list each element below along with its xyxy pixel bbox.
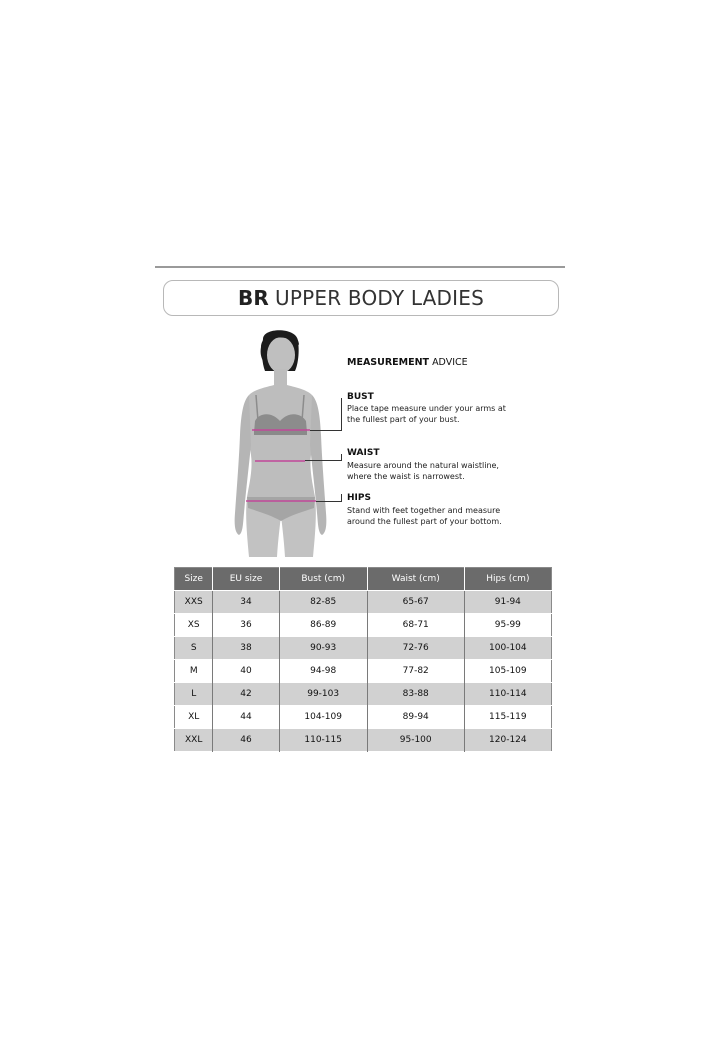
top-divider — [155, 266, 565, 268]
cell-waist: 65-67 — [367, 591, 464, 614]
cell-size: L — [175, 683, 213, 706]
table-row — [175, 729, 552, 752]
cell-size: S — [175, 637, 213, 660]
cell-eu: 36 — [213, 614, 279, 637]
cell-waist: 72-76 — [367, 637, 464, 660]
cell-hips: 110-114 — [464, 683, 551, 706]
waist-leader-line — [305, 460, 342, 461]
cell-hips: 115-119 — [464, 706, 551, 729]
title-brand: BR — [237, 286, 270, 310]
cell-bust: 94-98 — [279, 660, 367, 683]
bust-leader-vertical — [341, 398, 342, 431]
cell-waist: 83-88 — [367, 683, 464, 706]
cell-bust: 110-115 — [279, 729, 367, 752]
page-title — [163, 280, 559, 316]
waist-label: WAIST — [347, 448, 380, 458]
table-row — [175, 637, 552, 660]
cell-bust: 99-103 — [279, 683, 367, 706]
hips-desc-line1: Stand with feet together and measure — [347, 506, 501, 515]
header-hips: Hips (cm) — [464, 568, 551, 591]
bust-desc-line1: Place tape measure under your arms at — [347, 404, 506, 413]
bust-desc-line2: the fullest part of your bust. — [347, 415, 460, 424]
cell-hips: 91-94 — [464, 591, 551, 614]
advice-rest: ADVICE — [432, 357, 468, 368]
bust-description — [347, 403, 517, 425]
cell-eu: 40 — [213, 660, 279, 683]
cell-hips: 95-99 — [464, 614, 551, 637]
size-chart-table — [174, 567, 552, 752]
advice-bold: MEASUREMENT — [347, 357, 430, 368]
cell-size: XL — [175, 706, 213, 729]
cell-eu: 38 — [213, 637, 279, 660]
header-size: Size — [175, 568, 213, 591]
bust-label: BUST — [347, 392, 374, 402]
table-row — [175, 660, 552, 683]
header-bust: Bust (cm) — [279, 568, 367, 591]
cell-size: XXS — [175, 591, 213, 614]
cell-eu: 42 — [213, 683, 279, 706]
hips-description — [347, 505, 517, 527]
table-row — [175, 683, 552, 706]
hips-label: HIPS — [347, 493, 371, 503]
face — [267, 337, 295, 373]
measurement-advice-heading — [347, 357, 468, 368]
header-waist: Waist (cm) — [367, 568, 464, 591]
cell-bust: 86-89 — [279, 614, 367, 637]
table-row — [175, 591, 552, 614]
cell-bust: 104-109 — [279, 706, 367, 729]
cell-waist: 68-71 — [367, 614, 464, 637]
cell-waist: 95-100 — [367, 729, 464, 752]
title-text: UPPER BODY LADIES — [275, 286, 484, 310]
bust-leader-line — [310, 398, 342, 431]
cell-size: XXL — [175, 729, 213, 752]
cell-bust: 82-85 — [279, 591, 367, 614]
cell-hips: 100-104 — [464, 637, 551, 660]
cell-size: XS — [175, 614, 213, 637]
hips-desc-line2: around the fullest part of your bottom. — [347, 517, 502, 526]
cell-hips: 105-109 — [464, 660, 551, 683]
table-header-row — [175, 568, 552, 591]
cell-waist: 77-82 — [367, 660, 464, 683]
waist-desc-line2: where the waist is narrowest. — [347, 472, 465, 481]
header-eu-size: EU size — [213, 568, 279, 591]
waist-leader-vertical — [341, 454, 342, 461]
waist-description — [347, 460, 517, 482]
body-figure-illustration — [225, 325, 335, 557]
waist-desc-line1: Measure around the natural waistline, — [347, 461, 499, 470]
cell-size: M — [175, 660, 213, 683]
hips-leader-vertical — [341, 494, 342, 502]
table-row — [175, 614, 552, 637]
hips-leader-line — [316, 501, 342, 502]
cell-eu: 44 — [213, 706, 279, 729]
cell-bust: 90-93 — [279, 637, 367, 660]
table-row — [175, 706, 552, 729]
cell-waist: 89-94 — [367, 706, 464, 729]
cell-eu: 34 — [213, 591, 279, 614]
cell-eu: 46 — [213, 729, 279, 752]
cell-hips: 120-124 — [464, 729, 551, 752]
